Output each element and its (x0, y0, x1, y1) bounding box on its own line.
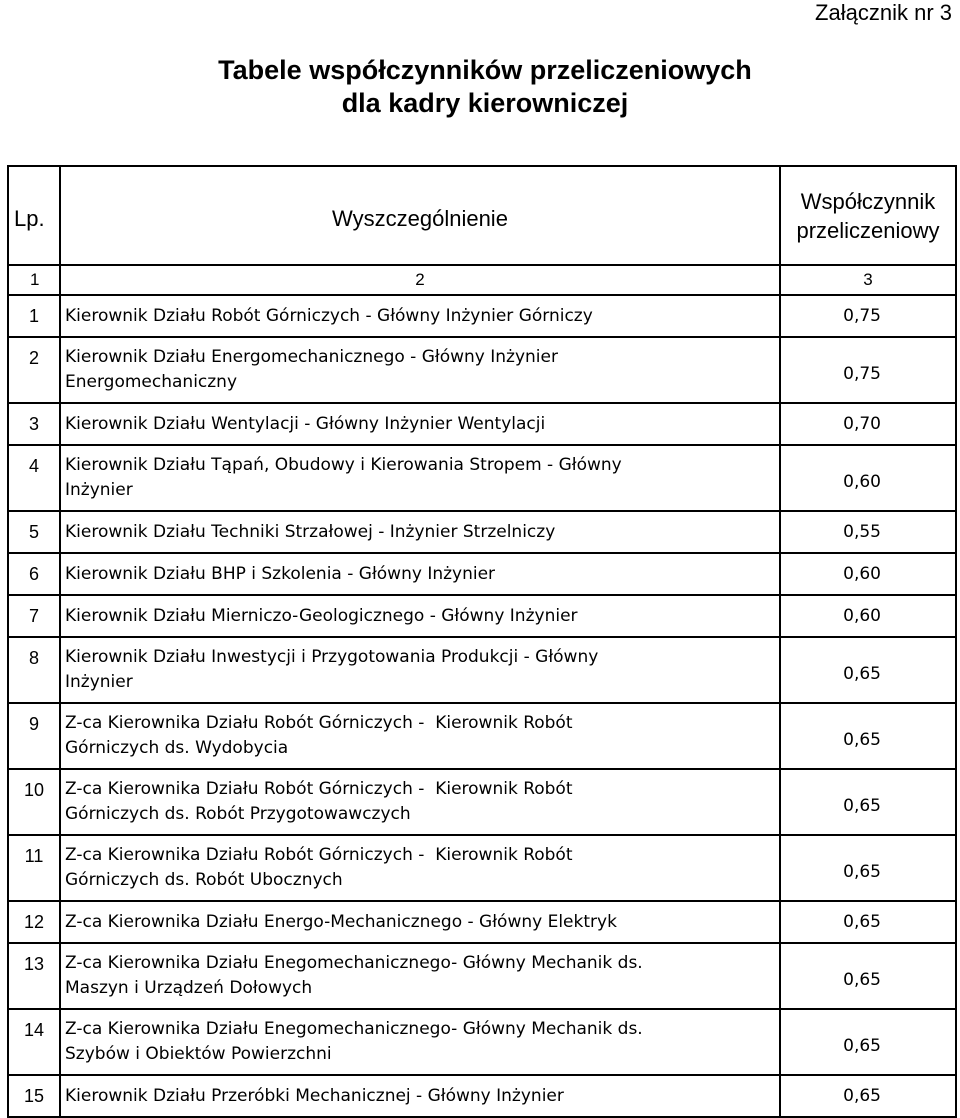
row-description (60, 703, 780, 769)
table-row (8, 769, 956, 835)
row-description (60, 445, 780, 511)
row-number: 6 (8, 553, 60, 595)
column-number-row (8, 265, 956, 295)
row-number: 11 (8, 835, 60, 901)
row-description-line-1: Z-ca Kierownika Działu Robót Górniczych - Kierownik Robót (65, 845, 573, 865)
row-description-line-2: Inżynier (65, 672, 133, 692)
row-description-line-2: Górniczych ds. Wydobycia (65, 738, 289, 758)
table-row (8, 295, 956, 337)
row-coefficient: 0,65 (780, 637, 956, 703)
table-row (8, 703, 956, 769)
row-number: 7 (8, 595, 60, 637)
table-row (8, 637, 956, 703)
row-description-line-1: Z-ca Kierownika Działu Robót Górniczych - Kierownik Robót (65, 713, 573, 733)
row-number: 8 (8, 637, 60, 703)
header-coefficient-line-2: przeliczeniowy (796, 217, 940, 243)
row-description-line-2: Górniczych ds. Robót Ubocznych (65, 870, 343, 890)
row-description-line-1: Kierownik Działu Tąpań, Obudowy i Kierowania Stropem - Główny (65, 455, 622, 475)
table-row (8, 337, 956, 403)
row-coefficient: 0,55 (780, 511, 956, 553)
row-description-line-1: Kierownik Działu Inwestycji i Przygotowania Produkcji - Główny (65, 647, 599, 667)
row-description-line-1: Z-ca Kierownika Działu Robót Górniczych - Kierownik Robót (65, 779, 573, 799)
row-number: 15 (8, 1075, 60, 1117)
column-number-3: 3 (780, 265, 956, 295)
row-description (60, 1075, 780, 1117)
title-line-2: dla kadry kierowniczej (341, 88, 629, 118)
table-row (8, 595, 956, 637)
row-description-line-1: Z-ca Kierownika Działu Enegomechanicznego- Główny Mechanik ds. (65, 953, 643, 973)
table-row (8, 403, 956, 445)
row-description (60, 403, 780, 445)
row-description (60, 943, 780, 1009)
header-coefficient-line-1: Współczynnik (800, 188, 936, 214)
row-coefficient: 0,75 (780, 337, 956, 403)
title-line-1: Tabele współczynników przeliczeniowych (218, 55, 752, 85)
row-number: 9 (8, 703, 60, 769)
row-description-line-1: Kierownik Działu Wentylacji - Główny Inżynier Wentylacji (65, 413, 546, 434)
row-coefficient: 0,60 (780, 445, 956, 511)
row-description (60, 295, 780, 337)
row-description (60, 901, 780, 943)
row-description (60, 835, 780, 901)
table-row (8, 511, 956, 553)
row-number: 10 (8, 769, 60, 835)
table-row (8, 943, 956, 1009)
row-number: 12 (8, 901, 60, 943)
row-description (60, 511, 780, 553)
row-description-line-2: Energomechaniczny (65, 372, 238, 392)
row-number: 1 (8, 295, 60, 337)
row-coefficient: 0,65 (780, 1009, 956, 1075)
row-description (60, 553, 780, 595)
column-number-2: 2 (60, 265, 780, 295)
row-coefficient: 0,60 (780, 595, 956, 637)
row-description-line-1: Z-ca Kierownika Działu Enegomechanicznego- Główny Mechanik ds. (65, 1019, 643, 1039)
coefficients-table (7, 165, 957, 1118)
row-description-line-2: Maszyn i Urządzeń Dołowych (65, 978, 313, 998)
row-coefficient: 0,65 (780, 835, 956, 901)
row-number: 13 (8, 943, 60, 1009)
row-description (60, 769, 780, 835)
header-lp: Lp. (8, 166, 60, 265)
annex-label: Załącznik nr 3 (815, 0, 952, 25)
row-coefficient: 0,75 (780, 295, 956, 337)
row-coefficient: 0,65 (780, 1075, 956, 1117)
table-row (8, 553, 956, 595)
row-coefficient: 0,65 (780, 901, 956, 943)
table-row (8, 835, 956, 901)
table-row (8, 1009, 956, 1075)
row-description (60, 1009, 780, 1075)
row-description-line-1: Z-ca Kierownika Działu Energo-Mechanicznego - Główny Elektryk (65, 911, 617, 932)
row-number: 14 (8, 1009, 60, 1075)
row-coefficient: 0,65 (780, 703, 956, 769)
row-number: 5 (8, 511, 60, 553)
table-row (8, 445, 956, 511)
row-description-line-2: Inżynier (65, 480, 133, 500)
row-number: 3 (8, 403, 60, 445)
row-coefficient: 0,70 (780, 403, 956, 445)
row-description-line-1: Kierownik Działu Przeróbki Mechanicznej - Główny Inżynier (65, 1085, 564, 1106)
row-description-line-1: Kierownik Działu Techniki Strzałowej - Inżynier Strzelniczy (65, 521, 556, 542)
row-description-line-1: Kierownik Działu Mierniczo-Geologicznego - Główny Inżynier (65, 605, 578, 626)
document-title (120, 54, 850, 120)
header-coefficient (780, 166, 956, 265)
row-description-line-1: Kierownik Działu BHP i Szkolenia - Główny Inżynier (65, 563, 496, 584)
row-number: 4 (8, 445, 60, 511)
column-number-1: 1 (8, 265, 60, 295)
row-description (60, 637, 780, 703)
row-number: 2 (8, 337, 60, 403)
row-description-line-1: Kierownik Działu Energomechanicznego - Główny Inżynier (65, 347, 558, 367)
row-coefficient: 0,65 (780, 943, 956, 1009)
row-description (60, 595, 780, 637)
row-coefficient: 0,60 (780, 553, 956, 595)
row-description (60, 337, 780, 403)
header-description: Wyszczególnienie (60, 166, 780, 265)
table-row (8, 901, 956, 943)
row-description-line-1: Kierownik Działu Robót Górniczych - Główny Inżynier Górniczy (65, 305, 593, 326)
row-description-line-2: Górniczych ds. Robót Przygotowawczych (65, 804, 411, 824)
row-description-line-2: Szybów i Obiektów Powierzchni (65, 1044, 332, 1064)
row-coefficient: 0,65 (780, 769, 956, 835)
table-header-row (8, 166, 956, 265)
table-row (8, 1075, 956, 1117)
